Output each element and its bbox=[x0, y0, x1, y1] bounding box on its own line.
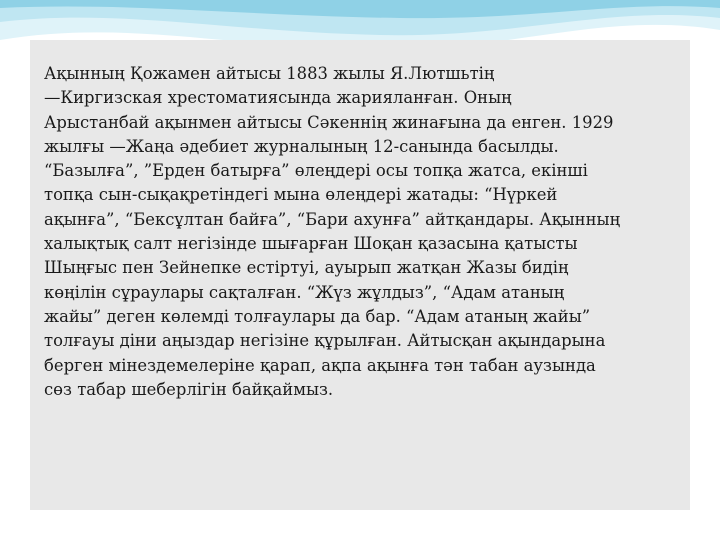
text-line: халықтық салт негізінде шығарған Шоқан қазасына қатысты bbox=[44, 234, 578, 254]
text-line: жайы” деген көлемді толғаулары да бар. “Адам атаның жайы” bbox=[44, 306, 591, 326]
text-line: “Базылға”, ”Ерден батырға” өлеңдері осы топқа жатса, екінші bbox=[44, 161, 588, 181]
text-line: толғауы діни аңыздар негізіне құрылған. Айтысқан ақындарына bbox=[44, 331, 606, 351]
text-line: жылғы —Жаңа әдебиет журналының 12-санында басылды. bbox=[44, 136, 559, 156]
body-paragraph bbox=[44, 62, 674, 402]
text-line: —Киргизская хрестоматиясында жарияланған. Оның bbox=[44, 88, 512, 108]
text-line: көңілін сұраулары сақталған. “Жүз жұлдыз”, “Адам атаның bbox=[44, 282, 565, 302]
text-line: Ақынның Қожамен айтысы 1883 жылы Я.Лютшьтің bbox=[44, 64, 495, 83]
text-line: берген мінездемелеріне қарап, ақпа ақынға тән табан аузында bbox=[44, 355, 596, 375]
text-line: топқа сын-сықақретіндегі мына өлеңдері жатады: “Нүркей bbox=[44, 185, 558, 205]
text-line: Шыңғыс пен Зейнепке естіртуі, ауырып жатқан Жазы бидің bbox=[44, 258, 569, 278]
text-line: Арыстанбай ақынмен айтысы Сәкеннің жинағына да енген. 1929 bbox=[44, 112, 614, 132]
text-line: ақынға”, “Бексұлтан байға”, “Бари ахунға” айтқандары. Ақынның bbox=[44, 209, 621, 229]
text-line: сөз табар шеберлігін байқаймыз. bbox=[44, 379, 334, 399]
